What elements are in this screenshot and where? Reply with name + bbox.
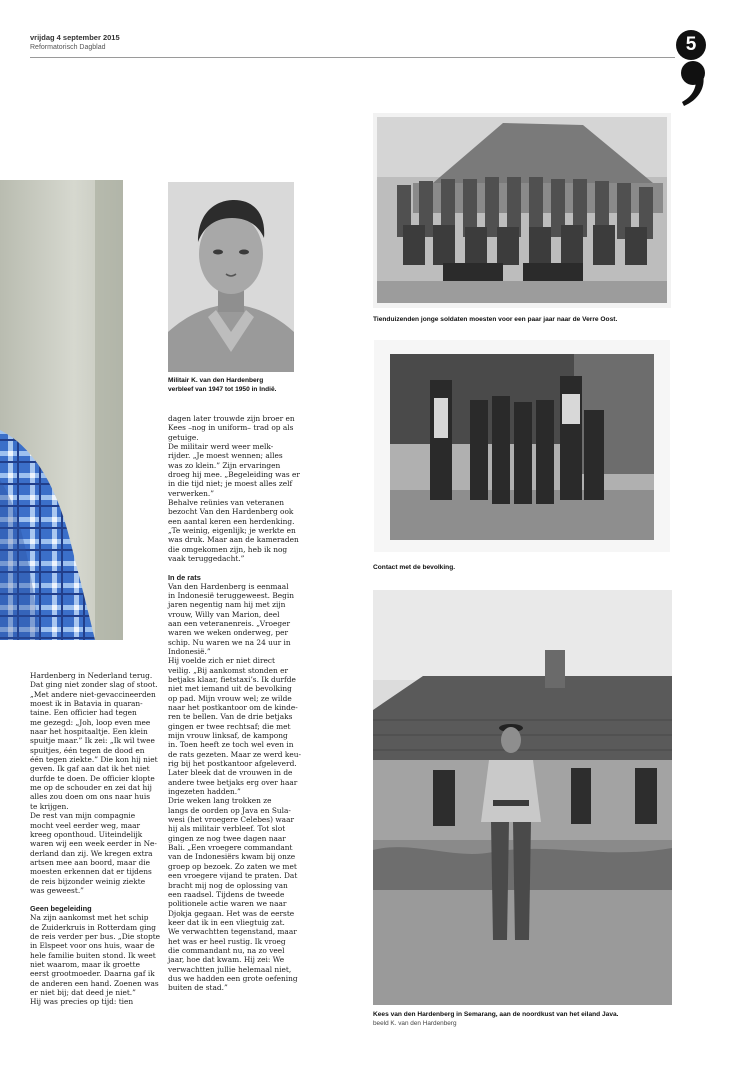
text-line: naar het hospitaaltje. Een klein bbox=[30, 727, 148, 737]
text-line: me gezegd: „Joh, loop even mee bbox=[30, 717, 151, 727]
text-line: hele familie buiten stond. Ik weet bbox=[30, 950, 156, 960]
subheading-geen-begeleiding: Geen begeleiding bbox=[30, 904, 92, 914]
soldiers-caption: Tienduizenden jonge soldaten moesten voor een paar jaar naar de Verre Oost. bbox=[373, 316, 618, 323]
text-line: eerst grootmoeder. Daarna gaf ik bbox=[30, 969, 155, 979]
text-line: Djokja gegaan. Het was de eerste bbox=[168, 908, 295, 918]
page-number-badge: 5 bbox=[676, 30, 706, 60]
text-line: aan een veteranenreis. „Vroeger bbox=[168, 618, 291, 628]
text-line: van de Indonesiërs kwam bij onze bbox=[168, 852, 296, 862]
text-line: er niet bij; dat deed je niet.” bbox=[30, 988, 136, 997]
text-line: in Indonesië teruggeweest. Begin bbox=[168, 590, 295, 600]
text-line: wesi (het vroegere Celebes) waar bbox=[168, 815, 295, 825]
text-line: dagen later trouwde zijn broer en bbox=[168, 414, 295, 423]
text-line: was geweest.” bbox=[30, 885, 84, 895]
text-line: was druk. Maar aan de kameraden bbox=[168, 535, 299, 545]
text-line: artsen mee aan boord, maar die bbox=[30, 857, 150, 867]
portrait-caption bbox=[168, 376, 308, 394]
text-line: op pad. Mijn vrouw wel; ze wilde bbox=[168, 693, 292, 703]
text-line: gingen er twee rechtsaf; die met bbox=[168, 721, 291, 731]
text-line: Indonesië.” bbox=[168, 646, 211, 656]
text-line: Van den Hardenberg is eenmaal bbox=[168, 581, 289, 591]
text-line: spuitje maar.” Ik zei: „Ik wil twee bbox=[30, 736, 155, 746]
subheading-in-de-rats: In de rats bbox=[168, 572, 201, 582]
comma-icon bbox=[678, 60, 710, 108]
text-line: het was er heel rustig. Ik vroeg bbox=[168, 936, 286, 946]
text-line: verwachtten jullie helemaal niet, bbox=[168, 964, 292, 974]
text-line: We verwachtten tegenstand, maar bbox=[168, 927, 297, 937]
column-2-body-continued bbox=[168, 582, 303, 993]
text-line: in. Toen heeft ze toch wel even in bbox=[168, 740, 294, 750]
text-line: Bali. „Een vroegere commandant bbox=[168, 843, 293, 853]
text-line: Dat ging niet zonder slag of stoot. bbox=[30, 680, 158, 690]
text-line: mocht veel eerder weg, maar bbox=[30, 820, 141, 830]
article-column-2 bbox=[168, 414, 303, 993]
left-cropped-photo bbox=[0, 180, 123, 640]
portrait-caption-line1: Militair K. van den Hardenberg bbox=[168, 377, 264, 384]
text-line: mijn vrouw linksaf, de kampong bbox=[168, 731, 288, 740]
portrait-photo bbox=[168, 182, 294, 372]
text-line: taine. Een officier had tegen bbox=[30, 708, 137, 718]
text-line: De militair werd weer melk- bbox=[168, 442, 274, 452]
header-paper-name: Reformatorisch Dagblad bbox=[30, 44, 106, 51]
text-line: Later bleek dat de vrouwen in de bbox=[168, 768, 293, 778]
text-line: waren wij een week eerder in Ne- bbox=[30, 839, 157, 849]
population-caption: Contact met de bevolking. bbox=[373, 564, 456, 571]
text-line: groep op bezoek. Zo zaten we met bbox=[168, 861, 297, 871]
text-line: De rest van mijn compagnie bbox=[30, 811, 136, 821]
semarang-caption: Kees van den Hardenberg in Semarang, aan de noordkust van het eiland Java. bbox=[373, 1011, 619, 1018]
text-line: de Zuiderkruis in Rotterdam ging bbox=[30, 922, 157, 932]
text-line: waren we weken onderweg, per bbox=[168, 628, 289, 638]
text-line: Drie weken lang trokken ze bbox=[168, 796, 272, 806]
text-line: niet waarom, maar ik groette bbox=[30, 959, 140, 969]
text-line: me op de schouder en zei dat hij bbox=[30, 783, 152, 793]
text-line: die commandant nu, na zo veel bbox=[168, 945, 285, 955]
text-line: buiten de stad.” bbox=[168, 983, 228, 993]
text-line: Na zijn aankomst met het schip bbox=[30, 913, 149, 923]
text-line: droeg hij mee. „Begeleiding was er bbox=[168, 470, 300, 480]
text-line: schip. Nu waren we na 24 uur in bbox=[168, 637, 291, 647]
population-photo bbox=[374, 340, 670, 552]
text-line: Hardenberg in Nederland terug. bbox=[30, 671, 153, 680]
soldiers-group-photo bbox=[373, 113, 671, 308]
text-line: een aantal keren een herdenking. bbox=[168, 516, 295, 526]
text-line: Kees –nog in uniform– trad op als bbox=[168, 423, 294, 433]
portrait-caption-line2: verbleef van 1947 tot 1950 in Indië. bbox=[168, 386, 277, 393]
text-line: gingen ze nog twee dagen naar bbox=[168, 833, 286, 843]
text-line: een raadsel. Tijdens de tweede bbox=[168, 889, 285, 899]
text-line: alles zou doen om ons naar huis bbox=[30, 792, 151, 802]
text-line: andere twee betjaks erg over haar bbox=[168, 777, 298, 787]
column-1-body bbox=[30, 671, 162, 895]
text-line: te krijgen. bbox=[30, 801, 69, 811]
text-line: „Met andere niet-gevaccineerden bbox=[30, 689, 156, 699]
text-line: vaak teruggedacht.” bbox=[168, 554, 245, 564]
text-line: bracht mij nog de oplossing van bbox=[168, 880, 288, 890]
header-rule bbox=[30, 57, 675, 58]
text-line: was zo klein.” Zijn ervaringen bbox=[168, 460, 281, 470]
text-line: die omgekomen zijn, heb ik nog bbox=[168, 544, 288, 554]
text-line: verwerken.” bbox=[168, 488, 215, 498]
text-line: geven. Ik gaf aan dat ik het niet bbox=[30, 764, 150, 774]
text-line: dus we hadden een grote oefening bbox=[168, 973, 298, 983]
semarang-photo bbox=[373, 590, 672, 1005]
text-line: politionele actie waren we naar bbox=[168, 899, 287, 909]
text-line: in Elspeet voor ons huis, waar de bbox=[30, 941, 155, 951]
text-line: vrouw, Willy van Marion, deel bbox=[168, 609, 280, 619]
text-line: kreeg oponthoud. Uiteindelijk bbox=[30, 829, 143, 839]
text-line: „Te weinig, eigenlijk; je werkte en bbox=[168, 526, 296, 536]
text-line: ren te bellen. Van de drie betjaks bbox=[168, 712, 293, 722]
text-line: veilig. „Bij aankomst stonden er bbox=[168, 665, 289, 675]
text-line: niet met iemand uit de bevolking bbox=[168, 684, 292, 694]
text-line: moest ik in Batavia in quaran- bbox=[30, 699, 143, 709]
text-line: rig bij het postkantoor afgeleverd. bbox=[168, 759, 297, 769]
column-1-body-continued bbox=[30, 913, 162, 1006]
photo-credit: beeld K. van den Hardenberg bbox=[373, 1020, 457, 1027]
text-line: hij als militair verbleef. Tot slot bbox=[168, 824, 286, 834]
text-line: de anderen een hand. Zoenen was bbox=[30, 978, 159, 988]
text-line: betjaks klaar, fietstaxi’s. Ik durfde bbox=[168, 674, 296, 684]
text-line: keer dat ik in een vliegtuig zat. bbox=[168, 917, 285, 927]
text-line: spuitjes, één tegen de dood en bbox=[30, 745, 145, 755]
text-line: langs de oorden op Java en Sula- bbox=[168, 805, 291, 815]
column-2-body bbox=[168, 414, 303, 564]
article-column-1 bbox=[30, 671, 162, 1007]
text-line: Behalve reünies van veteranen bbox=[168, 498, 284, 508]
text-line: de reis verder per bus. „Die stopte bbox=[30, 931, 161, 941]
text-line: jaar, hoe dat kwam. Hij zei: We bbox=[168, 955, 285, 965]
text-line: een vroegere vijand te praten. Dat bbox=[168, 871, 298, 881]
text-line: jaren negentig nam hij met zijn bbox=[168, 600, 286, 610]
text-line: Hij was precies op tijd: tien bbox=[30, 997, 134, 1007]
text-line: de reis bijzonder weinig ziekte bbox=[30, 876, 146, 886]
text-line: durfde te doen. De officier klopte bbox=[30, 773, 155, 783]
text-line: getuige. bbox=[168, 432, 199, 442]
text-line: derland dan zij. We kregen extra bbox=[30, 848, 153, 858]
text-line: rijder. „Je moest wennen; alles bbox=[168, 451, 283, 461]
text-line: in die tijd niet; je moest alles zelf bbox=[168, 479, 293, 489]
text-line: moesten erkennen dat er tijdens bbox=[30, 867, 152, 877]
text-line: ingezeten hadden.” bbox=[168, 787, 241, 797]
text-line: bezocht Van den Hardenberg ook bbox=[168, 507, 294, 517]
header-date: vrijdag 4 september 2015 bbox=[30, 33, 120, 42]
text-line: één tegen ziekte.” Die kon hij niet bbox=[30, 755, 158, 765]
text-line: de rats gezeten. Maar ze werd keu- bbox=[168, 749, 301, 759]
text-line: naar het postkantoor om de kinde- bbox=[168, 702, 298, 712]
text-line: Hij voelde zich er niet direct bbox=[168, 656, 275, 666]
